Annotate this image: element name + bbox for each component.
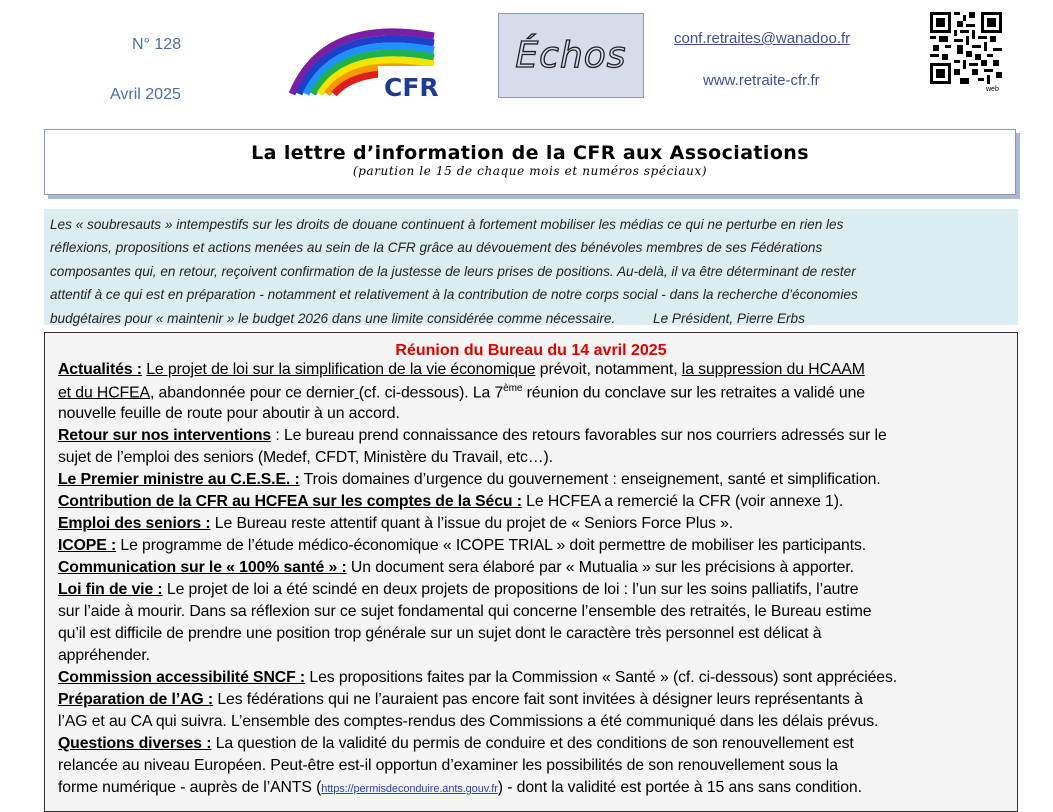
fin-de-vie-line-4: appréhender. [58,647,150,664]
retour-label: Retour sur nos interventions [58,427,272,444]
sncf-label: Commission accessibilité SNCF : [58,669,306,686]
banner-subtitle: (parution le 15 de chaque mois et numéros spéciaux) [352,164,708,178]
editorial-line [50,307,1012,330]
icope-label: ICOPE : [58,537,117,554]
editorial-signature: Le Président, Pierre Erbs [653,310,805,326]
issue-number: N° 128 [132,36,182,53]
fin-de-vie-line-1 [58,581,859,599]
ants-link[interactable]: https://permisdeconduire.ants.gouv.fr [321,783,498,795]
newsletter-banner [44,129,1016,195]
questions-line-2: relancée au niveau Européen. Peut-être est-il opportun d’examiner les possibilités de son renouvellement sous la [58,757,838,774]
actualites-link-hcaam: la suppression du HCAAM [681,361,865,378]
issue-date: Avril 2025 [110,86,181,103]
sncf-line [58,669,897,687]
questions-line-1 [58,735,854,753]
communication-text: Un document sera élaboré par « Mutualia » sur les précisions à apporter. [346,559,854,576]
ag-line-1 [58,691,863,709]
contribution-label: Contribution de la CFR au HCFEA sur les comptes de la Sécu : [58,493,522,510]
premier-ministre-label: Le Premier ministre au C.E.S.E. : [58,471,300,488]
sncf-text: Les propositions faites par la Commission « Santé » (cf. ci-dessous) sont appréciées. [305,669,898,686]
emploi-label: Emploi des seniors : [58,515,211,532]
premier-ministre-line [58,471,881,489]
actualites-label: Actualités : [58,361,142,378]
editorial-last-text: budgétaires pour « maintenir » le budget 2026 dans une limite considérée comme nécessaire. [50,310,616,326]
fin-de-vie-line-2: sur l’aide à mourir. Dans sa réflexion sur ce sujet fondamental qui concerne l’ensemble des retraités, le Bureau estime [58,603,872,620]
qr-label: web [986,86,999,93]
communication-line [58,559,854,577]
premier-ministre-text: Trois domaines d’urgence du gouvernement : enseignement, santé et simplification. [299,471,881,488]
actualites-text: réunion du conclave sur les retraites a validé une [522,384,865,402]
echos-box [498,13,644,98]
actualites-line-1 [58,361,865,379]
questions-label: Questions diverses : [58,735,212,752]
questions-text: ) - dont la validité est portée à 15 ans sans condition. [497,779,862,796]
editorial-line: Les « soubresauts » intempestifs sur les droits de douane continuent à fortement mobiliser les médias ce qui ne perturbe en rien les [50,217,844,232]
ag-line-2: l’AG et au CA qui suivra. L’ensemble des comptes-rendus des Commissions a été communiqué dans les délais prévus. [58,713,879,730]
retour-line-2: sujet de l’emploi des seniors (Medef, CFDT, Ministère du Travail, etc…). [58,449,553,466]
questions-line-3 [58,779,862,797]
ag-text: Les fédérations qui ne l’auraient pas encore fait sont invitées à désigner leurs représentants à [213,691,863,708]
cfr-logo [284,14,460,104]
rainbow-logo-icon [284,14,460,104]
website-link[interactable]: www.retraite-cfr.fr [703,72,820,89]
editorial-line: réflexions, propositions et actions menées au sein de la CFR grâce au dévouement des bénévoles membres de ses Fédérations [50,240,823,256]
email-link[interactable]: conf.retraites@wanadoo.fr [674,30,851,47]
actualites-link-hcfea: et du HCFEA [58,384,150,402]
contribution-line [58,493,843,511]
actualites-line-3: nouvelle feuille de route pour aboutir à un accord. [58,405,400,422]
actualites-text: prévoit, notamment, [535,361,682,378]
actualites-line-2 [58,383,865,402]
actualites-link-simplification: Le projet de loi sur la simplification de la vie économique [146,361,536,378]
logo-text: CFR [384,73,439,102]
meeting-title: Réunion du Bureau du 14 avril 2025 [395,342,667,359]
meeting-report [44,332,1018,812]
retour-text: : Le bureau prend connaissance des retours favorables sur nos courriers adressés sur le [271,427,887,444]
editorial-line: composantes qui, en retour, reçoivent confirmation de la justesse de leurs prises de positions. Au-delà, il va être déterminant de rester [50,263,856,279]
actualites-sup: ème [503,383,523,394]
fin-de-vie-label: Loi fin de vie : [58,581,163,598]
qr-code-icon [930,12,1002,84]
retour-line-1 [58,427,887,445]
editorial-line: attentif à ce qui est en préparation - notamment et relativement à la contribution de notre corps social - dans la recherche d’économies [50,287,858,303]
questions-text: La question de la validité du permis de conduire et des conditions de son renouvellement est [211,735,854,752]
questions-text: forme numérique - auprès de l’ANTS ( [58,779,322,796]
qr-code[interactable] [930,12,1002,84]
banner-title: La lettre d’information de la CFR aux Associations [251,142,809,164]
editorial-block [44,209,1018,325]
actualites-text: , abandonnée pour ce dernier [149,384,355,402]
contribution-text: Le HCFEA a remercié la CFR (voir annexe 1). [521,493,844,510]
ag-label: Préparation de l’AG : [58,691,214,708]
emploi-text: Le Bureau reste attentif quant à l’issue du projet de « Seniors Force Plus ». [210,515,734,532]
icope-text: Le programme de l’étude médico-économique « ICOPE TRIAL » doit permettre de mobiliser les participants. [116,537,867,554]
actualites-text: (cf. ci-dessous). La 7 [358,384,504,402]
echos-title: Échos [515,35,627,76]
fin-de-vie-text: Le projet de loi a été scindé en deux projets de propositions de loi : l’un sur les soins palliatifs, l’autre [162,581,859,598]
communication-label: Communication sur le « 100% santé » : [58,559,347,576]
fin-de-vie-line-3: qu’il est difficile de prendre une position trop générale sur un sujet dont le caractère très personnel est délicat à [58,625,822,642]
icope-line [58,537,866,555]
emploi-line [58,515,733,533]
